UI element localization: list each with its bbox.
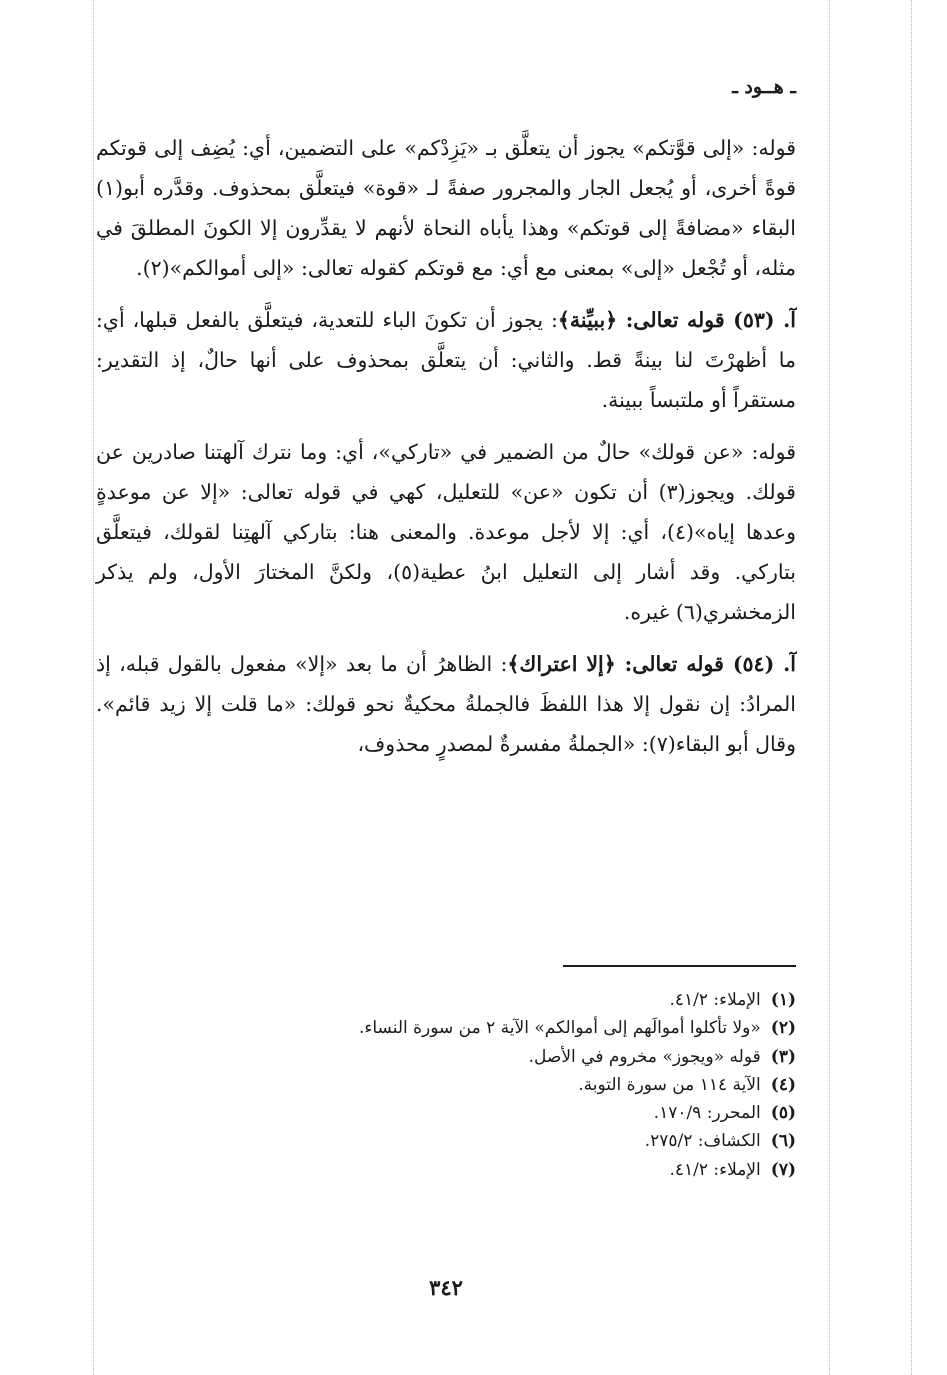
- paragraph-text: قوله: «إلى قوَّتكم» يجوز أن يتعلَّق بـ «يَزِدْكم» على التضمين، أي: يُضِف إلى قوتكم قوةً أخرى، أو يُجعل الجار والمجرور صفةً لـ «قوة» فيتعلَّق بمحذوف. وقدَّره أبو(١) البقاء «مضافةً إلى قوتكم» وهذا يأباه النحاة لأنهم لا يقدِّرون إلا الكونَ المطلقَ في مثله، أو تُجْعل «إلى» بمعنى مع أي: مع قوتكم كقوله تعالى: «إلى أموالكم»(٢).: [96, 136, 796, 280]
- footnote-item: [96, 1043, 796, 1071]
- footnote-number: (٣): [770, 1046, 796, 1067]
- footnote-text: المحرر: ١٧٠/٩.: [653, 1103, 761, 1124]
- scan-border-right: [829, 0, 830, 1375]
- footnote-number: (٦): [770, 1131, 796, 1152]
- footnote-text: الكشاف: ٢٧٥/٢.: [644, 1131, 761, 1152]
- footnote-number: (٤): [770, 1074, 796, 1095]
- paragraph-2: [96, 300, 796, 420]
- footnote-number: (٧): [770, 1159, 796, 1180]
- paragraph-text: : الظاهرُ أن ما بعد «إلا» مفعول بالقول قبله، إذ المرادُ: إن نقول إلا هذا اللفظَ فالجملةُ محكيةٌ نحو قولك: «ما قلت إلا زيد قائم». وقال أبو البقاء(٧): «الجملةُ مفسرةٌ لمصدرٍ محذوف،: [96, 652, 796, 756]
- footnote-item: [96, 1071, 796, 1099]
- paragraph-text: قوله: «عن قولك» حالٌ من الضمير في «تاركي»، أي: وما نترك آلهتنا صادرين عن قولك. ويجوز(٣) أن تكون «عن» للتعليل، كهي في قوله تعالى: «إلا عن موعدةٍ وعدها إياه»(٤)، أي: إلا لأجل موعدة. والمعنى هنا: بتاركي آلهتِنا لقولك، فيتعلَّق بتاركي. وقد أشار إلى التعليل ابنُ عطية(٥)، ولكنَّ المختارَ الأول، ولم يذكر الزمخشري(٦) غيره.: [96, 440, 796, 624]
- verse-heading: آ. (٥٣) قوله تعالى: ﴿ببيِّنة﴾: [557, 308, 796, 332]
- footnote-item: [96, 1099, 796, 1127]
- footnote-separator: [563, 965, 796, 967]
- footnotes-list: [96, 986, 796, 1184]
- page-number: ٣٤٢: [429, 1275, 463, 1300]
- footnote-item: [96, 1127, 796, 1155]
- footnote-number: (٢): [770, 1018, 796, 1039]
- paragraph-1: [96, 128, 796, 288]
- paragraph-4: [96, 644, 796, 764]
- verse-heading: آ. (٥٤) قوله تعالى: ﴿إلا اعتراك﴾: [507, 652, 797, 676]
- footnote-number: (٥): [770, 1103, 796, 1124]
- footnote-item: [96, 1014, 796, 1042]
- running-header: ـ هــود ـ: [732, 76, 796, 98]
- footnote-text: الإملاء: ٤١/٢.: [669, 990, 761, 1010]
- footnote-text: الإملاء: ٤١/٢.: [669, 1159, 761, 1180]
- footnote-number: (١): [770, 990, 796, 1010]
- body-text: [96, 128, 796, 764]
- footnote-item: [96, 1156, 796, 1184]
- footnote-item: [96, 986, 796, 1014]
- book-page: [96, 60, 796, 1330]
- footnote-text: «ولا تأكلوا أموالَهم إلى أموالكم» الآية ٢ من سورة النساء.: [358, 1018, 761, 1039]
- footnote-text: قوله «ويجوز» مخروم في الأصل.: [528, 1046, 761, 1067]
- paragraph-3: [96, 432, 796, 632]
- scan-border-far-right: [911, 0, 912, 1375]
- footnote-text: الآية ١١٤ من سورة التوبة.: [578, 1074, 761, 1095]
- paragraph-text: : يجوز أن تكونَ الباء للتعدية، فيتعلَّق بالفعل قبلها، أي: ما أظهرْتَ لنا بينةً قط. والثاني: أن يتعلَّق بمحذوف على أنها حالٌ، إذ التقدير: مستقراً أو ملتبساً ببينة.: [96, 308, 796, 412]
- scan-border-left: [93, 0, 94, 1375]
